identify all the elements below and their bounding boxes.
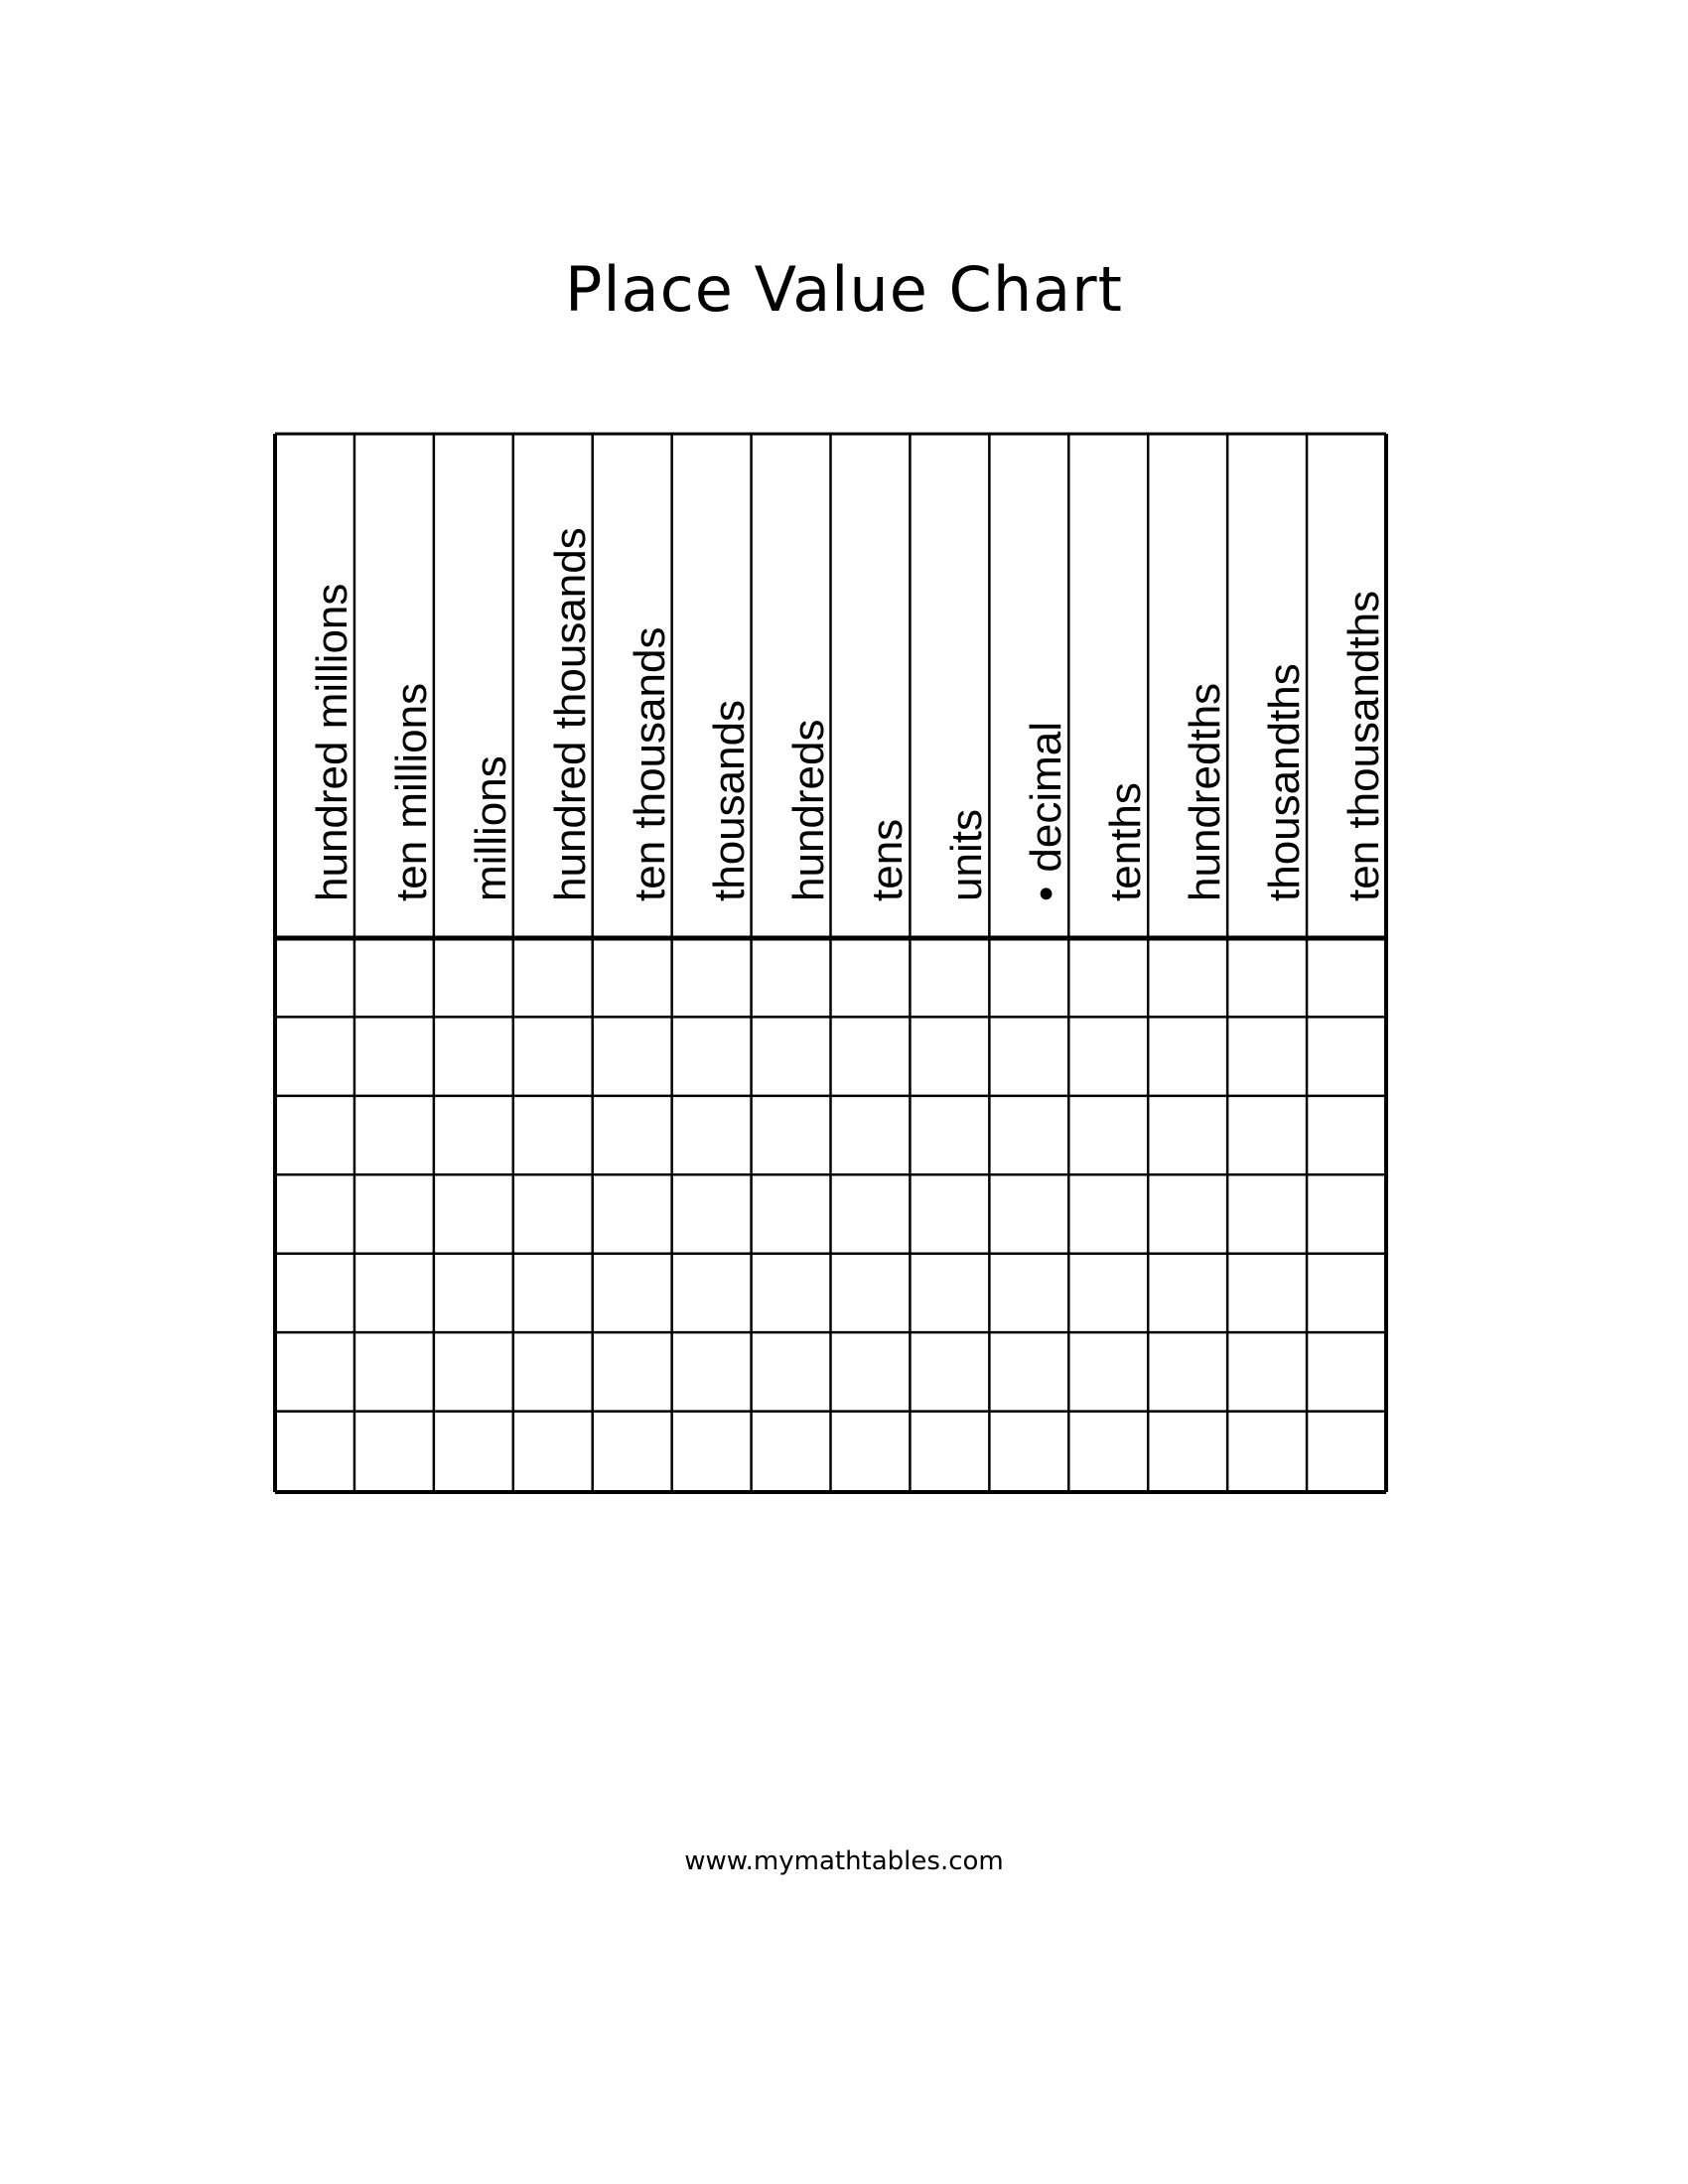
table-cell xyxy=(354,1254,434,1332)
table-cell xyxy=(989,1096,1068,1174)
column-header-label xyxy=(307,583,356,901)
table-cell xyxy=(672,1174,752,1253)
table-cell xyxy=(1307,1254,1386,1332)
table-cell xyxy=(275,1017,354,1095)
table-cell xyxy=(593,1254,672,1332)
column-header-text: tens xyxy=(863,818,913,901)
table-cell xyxy=(434,1412,513,1490)
table-cell xyxy=(989,938,1068,1017)
column-header-label xyxy=(545,527,595,901)
table-cell xyxy=(1068,1254,1148,1332)
table-cell xyxy=(910,1254,989,1332)
column-header-label xyxy=(1022,721,1071,901)
column-header-text: thousandths xyxy=(1260,663,1310,901)
table-cell xyxy=(672,938,752,1017)
table-cell xyxy=(752,1096,831,1174)
table-cell xyxy=(593,1096,672,1174)
column-header-label xyxy=(1101,782,1151,901)
table-cell xyxy=(513,1174,593,1253)
column-header xyxy=(434,432,513,938)
table-cell xyxy=(593,1412,672,1490)
column-header-text: hundredths xyxy=(1181,682,1230,901)
table-cell xyxy=(354,1017,434,1095)
table-cell xyxy=(910,1017,989,1095)
table-cell xyxy=(1227,1017,1307,1095)
table-cell xyxy=(513,1017,593,1095)
column-header-label xyxy=(386,682,436,901)
footer-website: www.mymathtables.com xyxy=(684,1846,1004,1876)
table-cell xyxy=(1307,1096,1386,1174)
table-cell xyxy=(989,1254,1068,1332)
table-cell xyxy=(1307,1332,1386,1411)
table-cell xyxy=(513,1096,593,1174)
table-cell xyxy=(593,1332,672,1411)
table-cell xyxy=(910,938,989,1017)
column-header xyxy=(672,432,752,938)
table-cell xyxy=(354,1096,434,1174)
table-cell xyxy=(513,1412,593,1490)
table-cell xyxy=(434,1096,513,1174)
table-cell xyxy=(672,1254,752,1332)
table-cell xyxy=(1148,1174,1227,1253)
table-cell xyxy=(275,938,354,1017)
column-header-text: decimal xyxy=(1022,721,1071,873)
table-cell xyxy=(1148,1096,1227,1174)
table-cell xyxy=(752,1332,831,1411)
table-cell xyxy=(672,1017,752,1095)
table-cell xyxy=(513,1254,593,1332)
table-cell xyxy=(354,1412,434,1490)
column-header xyxy=(593,432,672,938)
column-header xyxy=(1227,432,1310,938)
table-cell xyxy=(1068,1174,1148,1253)
table-cell xyxy=(831,1096,911,1174)
table-cell xyxy=(275,1332,354,1411)
column-header-text: millions xyxy=(466,755,515,901)
column-header-text: thousands xyxy=(704,699,754,901)
table-cell xyxy=(989,1017,1068,1095)
table-cell xyxy=(593,1017,672,1095)
table-cell xyxy=(910,1332,989,1411)
table-cell xyxy=(672,1096,752,1174)
column-header-label xyxy=(704,699,754,901)
column-header xyxy=(910,432,992,938)
column-header xyxy=(1148,432,1230,938)
table-cell xyxy=(1227,938,1307,1017)
table-cell xyxy=(672,1412,752,1490)
table-cell xyxy=(1227,1096,1307,1174)
column-header xyxy=(989,432,1071,938)
column-header xyxy=(752,432,831,938)
place-value-table xyxy=(273,432,1388,1494)
column-header-text: ten thousands xyxy=(625,626,674,901)
table-cell xyxy=(1227,1254,1307,1332)
table-cell xyxy=(513,938,593,1017)
column-header-label xyxy=(1260,663,1310,901)
table-cell xyxy=(989,1332,1068,1411)
table-cell xyxy=(1307,1174,1386,1253)
column-header xyxy=(275,432,354,938)
table-cell xyxy=(831,1412,911,1490)
column-header-text: hundred thousands xyxy=(545,527,595,901)
table-cell xyxy=(1068,1412,1148,1490)
column-header xyxy=(513,432,593,938)
column-header xyxy=(354,432,434,938)
column-header-text: hundreds xyxy=(783,719,833,901)
column-header-label xyxy=(625,626,674,901)
table-cell xyxy=(910,1174,989,1253)
column-header-text: units xyxy=(942,809,992,901)
table-cell xyxy=(275,1096,354,1174)
table-cell xyxy=(434,1174,513,1253)
table-cell xyxy=(434,1254,513,1332)
table-cell xyxy=(910,1412,989,1490)
table-cell xyxy=(1307,1412,1386,1490)
column-header-label xyxy=(942,809,992,901)
table-cell xyxy=(434,938,513,1017)
table-cell xyxy=(1227,1332,1307,1411)
table-cell xyxy=(1148,1332,1227,1411)
table-cell xyxy=(752,1254,831,1332)
table-header-row xyxy=(273,432,1388,938)
table-cell xyxy=(752,1017,831,1095)
column-header-text: tenths xyxy=(1101,782,1151,901)
table-cell xyxy=(1307,1017,1386,1095)
table-cell xyxy=(672,1332,752,1411)
table-cell xyxy=(1148,1017,1227,1095)
table-cell xyxy=(752,938,831,1017)
table-cell xyxy=(831,1174,911,1253)
table-cell xyxy=(1227,1174,1307,1253)
table-cell xyxy=(1148,938,1227,1017)
table-cell xyxy=(910,1096,989,1174)
table-cell xyxy=(434,1017,513,1095)
column-header-text: hundred millions xyxy=(307,583,356,901)
table-cell xyxy=(989,1174,1068,1253)
table-cell xyxy=(1068,1332,1148,1411)
table-cell xyxy=(275,1174,354,1253)
column-header-label xyxy=(1181,682,1230,901)
table-cell xyxy=(275,1254,354,1332)
table-cell xyxy=(1068,1017,1148,1095)
table-cell xyxy=(434,1332,513,1411)
table-cell xyxy=(1307,938,1386,1017)
table-cell xyxy=(593,938,672,1017)
table-cell xyxy=(831,1254,911,1332)
table-cell xyxy=(513,1332,593,1411)
column-header xyxy=(1307,432,1389,938)
table-cell xyxy=(752,1174,831,1253)
decimal-point-bullet: • xyxy=(1022,886,1071,901)
column-header-text: ten millions xyxy=(386,682,436,901)
table-cell xyxy=(354,1332,434,1411)
table-cell xyxy=(1148,1254,1227,1332)
table-cell xyxy=(831,1332,911,1411)
table-cell xyxy=(354,1174,434,1253)
column-header xyxy=(831,432,911,938)
table-cell xyxy=(1148,1412,1227,1490)
column-header-label xyxy=(1339,590,1389,901)
column-header xyxy=(1068,432,1151,938)
page-title: Place Value Chart xyxy=(565,253,1123,326)
column-header-text: ten thousandths xyxy=(1339,590,1389,901)
table-cell xyxy=(831,938,911,1017)
table-cell xyxy=(354,938,434,1017)
table-cell xyxy=(1227,1412,1307,1490)
column-header-label xyxy=(466,755,515,901)
table-cell xyxy=(593,1174,672,1253)
table-cell xyxy=(831,1017,911,1095)
column-header-label xyxy=(863,818,913,901)
table-cell xyxy=(989,1412,1068,1490)
table-cell xyxy=(1068,938,1148,1017)
column-header-label xyxy=(783,719,833,901)
table-cell xyxy=(275,1412,354,1490)
table-cell xyxy=(1068,1096,1148,1174)
table-cell xyxy=(752,1412,831,1490)
